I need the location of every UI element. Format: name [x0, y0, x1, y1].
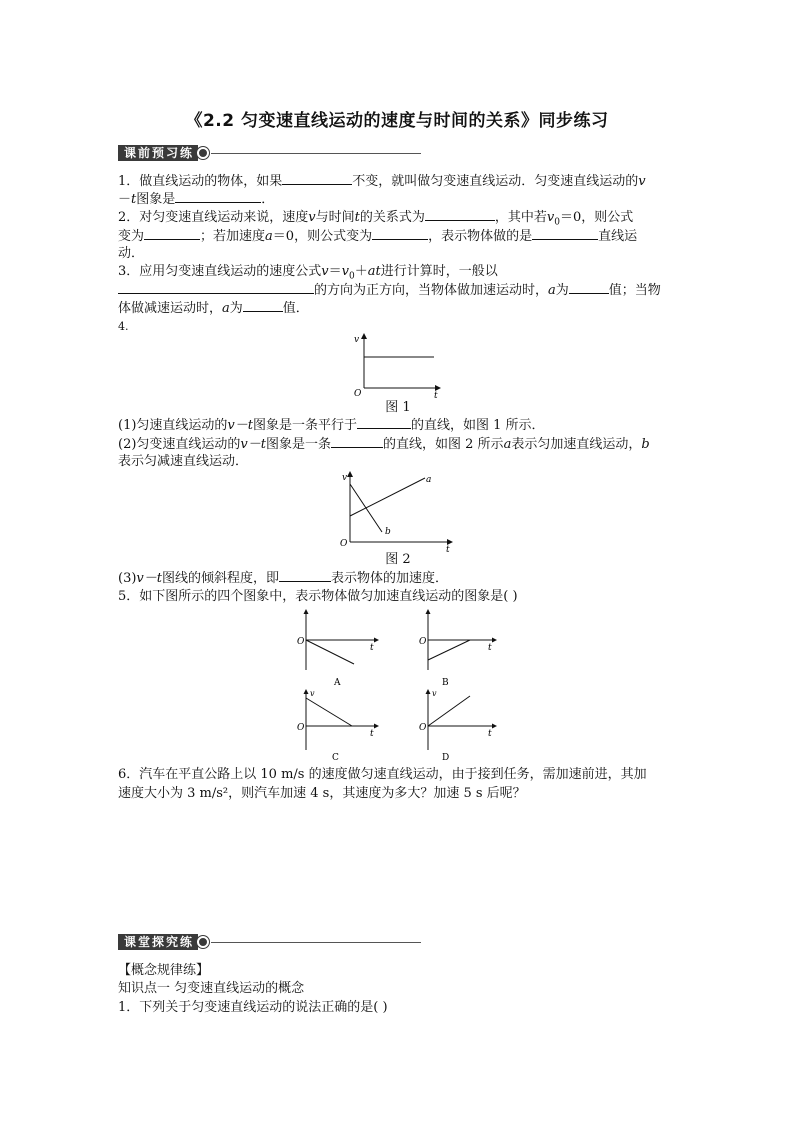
- question-1-line-2: －t图象是 ．: [118, 192, 275, 207]
- svg-text:v: v: [432, 689, 437, 698]
- figure-2-graph: [330, 466, 460, 552]
- option-b-graph: [419, 610, 496, 688]
- origin-label: O: [354, 389, 362, 399]
- question-3-line-3: 体做减速运动时，a为 值．: [118, 301, 309, 316]
- answer-blank[interactable]: [282, 172, 352, 185]
- question-4-part-3: (3)v－t图线的倾斜程度，即 表示物体的加速度．: [118, 571, 449, 586]
- option-a-graph: [297, 610, 378, 688]
- answer-blank[interactable]: [372, 227, 428, 240]
- divider: [211, 942, 421, 943]
- answer-blank[interactable]: [569, 281, 609, 294]
- bullet-dot-icon: [197, 147, 209, 159]
- answer-blank[interactable]: [425, 208, 495, 221]
- document-title: 《2.2 匀变速直线运动的速度与时间的关系》同步练习: [185, 111, 609, 131]
- t-label: t: [434, 391, 438, 400]
- question-2-line-2: 变为 ；若加速度a＝0，则公式变为 ，表示物体做的是 直线运: [118, 229, 638, 244]
- section-header-preview: [118, 145, 421, 161]
- answer-blank[interactable]: [279, 569, 331, 582]
- divider: [211, 153, 421, 154]
- svg-text:O: O: [297, 637, 305, 647]
- answer-blank[interactable]: [243, 299, 283, 312]
- a-label: a: [426, 475, 432, 485]
- option-c-graph: [297, 689, 378, 763]
- knowledge-point-1: 知识点一 匀变速直线运动的概念: [118, 981, 305, 996]
- option-c-label: C: [332, 753, 339, 763]
- question-2-line-3: 动．: [118, 246, 145, 261]
- option-a-label: A: [334, 678, 341, 688]
- svg-text:t: t: [370, 729, 374, 739]
- figure-1-caption: 图 1: [385, 400, 411, 415]
- concept-heading: 【概念规律练】: [118, 963, 210, 978]
- answer-blank[interactable]: [175, 190, 261, 203]
- line-a-acceleration: [350, 478, 425, 516]
- section-header-inclass: [118, 934, 421, 950]
- svg-text:t: t: [488, 643, 492, 653]
- question-3-line-1: 3．应用匀变速直线运动的速度公式$v=v_0+at$进行计算时，一般以: [118, 264, 498, 282]
- answer-blank[interactable]: [357, 416, 411, 429]
- practice-question-1: 1．下列关于匀变速直线运动的说法正确的是( ): [118, 1000, 388, 1015]
- answer-blank[interactable]: [331, 435, 383, 448]
- question-1-line-1: 1．做直线运动的物体，如果 不变，就叫做匀变速直线运动．匀变速直线运动的v: [118, 174, 646, 189]
- question-5-graphs: [290, 606, 510, 766]
- answer-blank[interactable]: [532, 227, 598, 240]
- option-d-label: D: [442, 753, 450, 763]
- t-label: t: [446, 545, 450, 552]
- question-4-part-2-line-2: 表示匀减速直线运动．: [118, 454, 249, 469]
- question-4-part-2-line-1: (2)匀变速直线运动的v－t图象是一条 的直线，如图 2 所示a表示匀加速直线运动，b: [118, 437, 650, 452]
- question-6-line-2: 速度大小为 3 m/s²，则汽车加速 4 s，其速度为多大？加速 5 s 后呢？: [118, 786, 526, 801]
- question-2-line-1: 2．对匀变速直线运动来说，速度v与时间t的关系式为 ，其中若$v_0=0$，则公式: [118, 210, 634, 228]
- svg-text:O: O: [419, 637, 427, 647]
- answer-blank[interactable]: [118, 281, 314, 294]
- question-4-number: 4.: [118, 320, 129, 333]
- option-b-label: B: [442, 678, 449, 688]
- section-label: 课堂探究练: [118, 934, 198, 950]
- question-4-part-1: (1)匀速直线运动的v－t图象是一条平行于 的直线，如图 1 所示．: [118, 418, 545, 433]
- svg-text:v: v: [310, 689, 315, 698]
- section-label: 课前预习练: [118, 145, 198, 161]
- svg-text:O: O: [297, 723, 305, 733]
- option-d-graph: [419, 689, 496, 763]
- figure-1-graph: [340, 328, 450, 400]
- svg-text:t: t: [370, 643, 374, 653]
- v-label: v: [342, 473, 348, 483]
- question-5: 5．如下图所示的四个图象中，表示物体做匀加速直线运动的图象是( ): [118, 589, 518, 604]
- svg-text:O: O: [419, 723, 427, 733]
- question-3-line-2: 的方向为正方向，当物体做加速运动时，a为 值；当物: [118, 281, 688, 300]
- b-label: b: [385, 527, 391, 537]
- line-b-deceleration: [350, 484, 382, 532]
- question-6-line-1: 6．汽车在平直公路上以 10 m/s 的速度做匀速直线运动，由于接到任务，需加速前进，其加: [118, 767, 647, 782]
- svg-text:t: t: [488, 729, 492, 739]
- origin-label: O: [340, 539, 348, 549]
- v-label: v: [354, 335, 360, 345]
- bullet-dot-icon: [197, 936, 209, 948]
- figure-2-caption: 图 2: [385, 552, 411, 567]
- answer-blank[interactable]: [144, 227, 200, 240]
